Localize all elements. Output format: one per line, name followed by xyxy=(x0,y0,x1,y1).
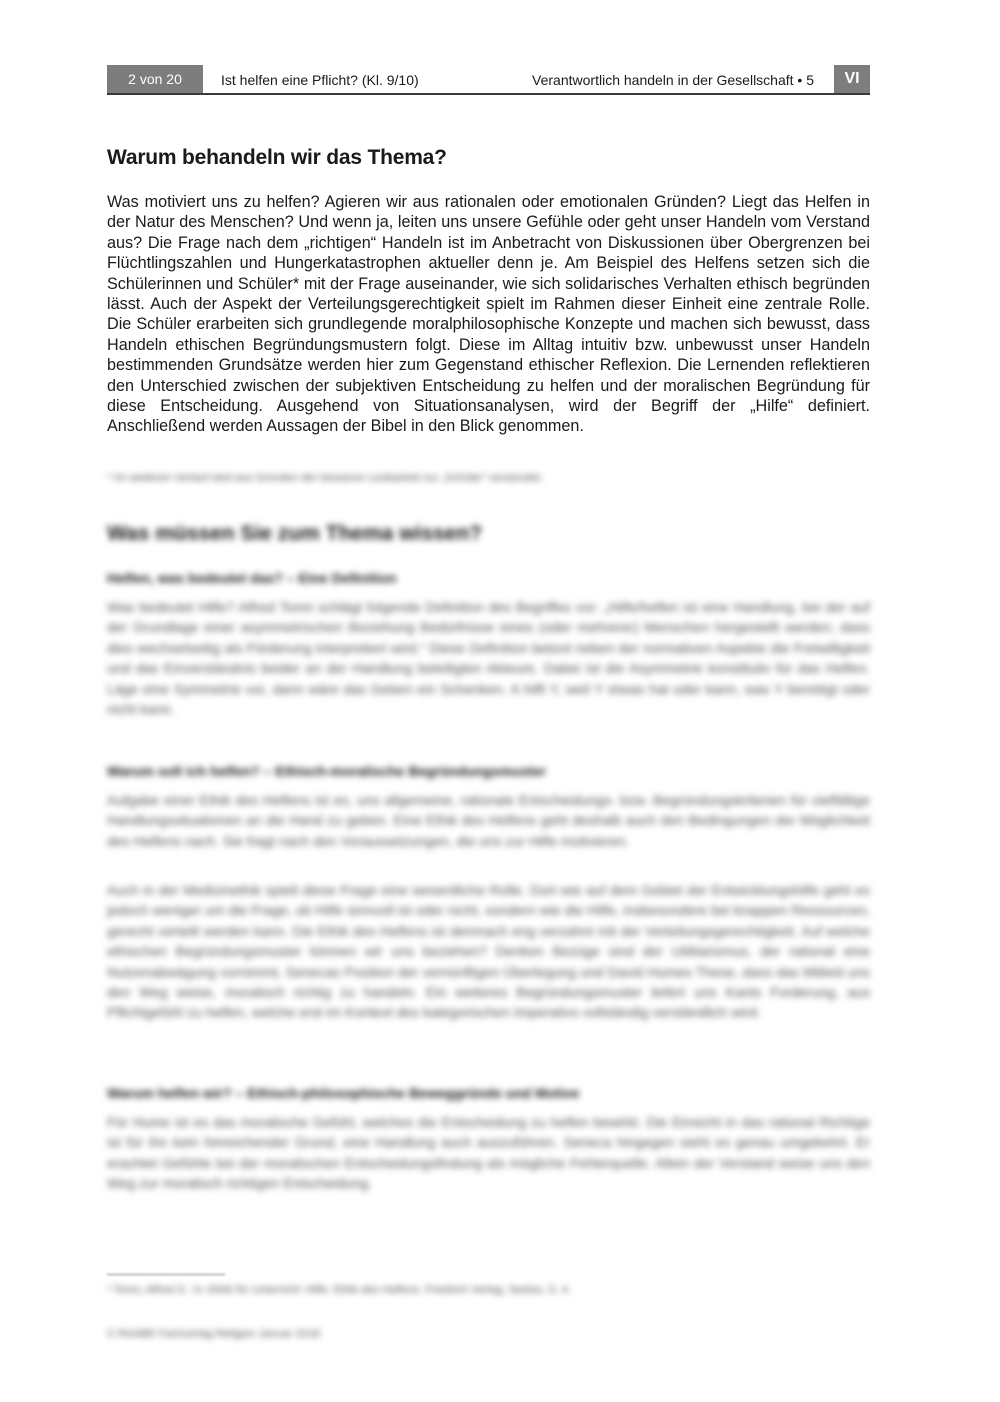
paragraph-reasons-2: Auch in der Medizinethik spielt diese Frage eine wesentliche Rolle. Dort wie auf dem Gebiet der Entwicklungshilfe geht es jedoch weniger um die Frage, ob Hilfe sinnvoll ist oder nicht, sondern wie die Hilfe, insbesondere bei knappen Ressourcen, gerecht verteilt werden kann. Die Ethik des Helfens ist demnach eng verzahnt mit der Verteilungsgerechtigkeit. Auf welche ethischen Begründungsmuster können wir uns beziehen? Denken Bezüge sind der Utilitarismus, der rational eine Nutzenabwägung vornimmt, Senecas Position der vernünftigen Überlegung und David Humes These, dass das Mitleid uns den Weg weise, moralisch richtig zu handeln. Ein weiteres Begründungsmuster liefert uns Kants Forderung, aus Pflichtgefühl zu helfen, welche erst im Kontext des kategorischen Imperativs vollständig verständlich wird. xyxy=(107,882,870,1021)
paragraph-definition: Was bedeutet Hilfe? Alfred Tonni schlägt folgende Definition des Begriffes vor: „Hilfe/helfen ist eine Handlung, bei der auf der Grundlage einer asymmetrischen Beziehung Bedürfnisse eines (oder mehrerer) Menschen hergestellt werden, dass dies wechselseitig als Förderung interpretiert wird.“ Diese Definition betont neben der normativen Aspekte die Freiwilligkeit und das Einverständnis beider an der Handlung beteiligten Akteure. Dabei ist die Asymmetrie konstitutiv für das Helfen. Läge eine Symmetrie vor, dann wäre das Geben ein Schenken. A hilft Y, weil Y etwas hat oder kann, was Y benötigt oder nicht kann. xyxy=(107,599,870,718)
subheading-motives: Warum helfen wir? – Ethisch-philosophische Beweggründe und Motive xyxy=(107,1085,580,1101)
section-badge: VI xyxy=(834,65,870,93)
section-heading-2: Was müssen Sie zum Thema wissen? xyxy=(107,522,483,545)
paragraph-reasons-1: Aufgabe einer Ethik des Helfens ist es, uns allgemeine, rationale Entscheidungs- bzw. Begründungskriterien für vielfältige Handlungssituationen an die Hand zu geben. Eine Ethik des Helfens geht deshalb auch den Bedingungen der Möglichkeit des Helfens nach. Sie fragt nach den Voraussetzungen, die uns zur Hilfe motivieren. xyxy=(107,792,870,849)
footnote-divider xyxy=(107,1274,225,1275)
subheading-reasons: Warum soll ich helfen? – Ethisch-moralische Begründungsmuster xyxy=(107,763,547,779)
footnote-reference: ¹ Tonni, Alfred S.: in: Ethik für Unterricht: Hilfe: Ethik des Helfens. Friedrich Verlag, Seelze, S. 4. xyxy=(107,1284,571,1296)
footnote-asterisk: * Im weiteren Verlauf wird aus Gründen der besseren Lesbarkeit nur „Schüler“ verwendet. xyxy=(107,472,543,484)
header-series: Verantwortlich handeln in der Gesellschaft • 5 xyxy=(532,72,814,88)
header-title: Ist helfen eine Pflicht? (Kl. 9/10) xyxy=(221,72,419,88)
subheading-definition: Helfen, was bedeutet das? – Eine Definition xyxy=(107,570,397,586)
page-indicator: 2 von 20 xyxy=(107,65,203,93)
section-heading: Warum behandeln wir das Thema? xyxy=(107,146,447,169)
paragraph-motives: Für Hume ist es das moralische Gefühl, welches die Entscheidung zu helfen bewirkt. Die Einsicht in das rational Richtige ist für ihn kein hinreichender Grund, eine Handlung auch auszuführen. Seneca hingegen sieht es genau umgekehrt. Er erachtet Gefühle bei der moralischen Entscheidungsfindung als mögliche Fehlerquelle. Allein der Verstand weise uns den Weg zur moralisch richtigen Entscheidung. xyxy=(107,1114,870,1192)
intro-paragraph: Was motiviert uns zu helfen? Agieren wir aus rationalen oder emotionalen Gründen? Liegt das Helfen in der Natur des Menschen? Und wenn ja, leiten uns unsere Gefühle oder geht unser Handeln vom Verstand aus? Die Frage nach dem „richtigen“ Handeln ist im Anbetracht von Diskussionen über Obergrenzen bei Flüchtlingszahlen und Hungerkatastrophen aktueller denn je. Am Beispiel des Helfens setzen sich die Schülerinnen und Schüler* mit der Frage auseinander, wie sich solidarisches Verhalten ethisch begründen lässt. Auch der Aspekt der Verteilungsgerechtigkeit spielt im Rahmen dieser Einheit eine zentrale Rolle. Die Schüler erarbeiten sich grundlegende moralphilosophische Konzepte und machen sich bewusst, dass Handeln ethischen Begründungsmustern folgt. Diese im Alltag intuitiv bzw. unbewusst unser Handeln bestimmenden Grundsätze werden hier zum Gegenstand ethischer Reflexion. Die Lernenden reflektieren den Unterschied zwischen der subjektiven Entscheidung zu helfen und der moralischen Begründung für diese Entscheidung. Ausgehend von Situationsanalysen, wird der Begriff der „Hilfe“ definiert. Anschließend werden Aussagen der Bibel in den Blick genommen. xyxy=(107,193,870,436)
page-header xyxy=(107,65,870,95)
copyright-line: © RAABE Fachverlag Religion Januar 2018 xyxy=(107,1328,320,1340)
